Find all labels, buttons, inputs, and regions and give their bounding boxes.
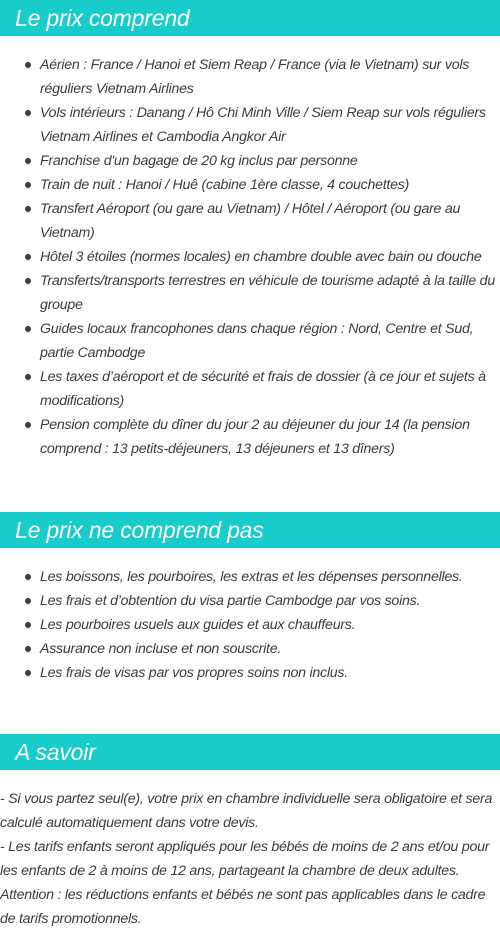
bullet-icon bbox=[25, 326, 31, 332]
bullet-icon bbox=[25, 278, 31, 284]
list-item bbox=[0, 613, 500, 637]
list-item-text: Transfert Aéroport (ou gare au Vietnam) / Hôtel / Aéroport (ou gare au Vietnam) bbox=[40, 201, 461, 241]
bullet-icon bbox=[25, 62, 31, 68]
bullet-icon bbox=[25, 598, 31, 604]
bullet-icon bbox=[25, 110, 31, 116]
list-item bbox=[0, 197, 500, 245]
list-item bbox=[0, 565, 500, 589]
list-item bbox=[0, 245, 500, 269]
list-item-text: Assurance non incluse et non souscrite. bbox=[40, 641, 282, 657]
list-item bbox=[0, 173, 500, 197]
list-item bbox=[0, 101, 500, 149]
list-item-text: Les frais et d’obtention du visa partie Cambodge par vos soins. bbox=[40, 593, 421, 609]
list-item bbox=[0, 149, 500, 173]
list-item-text: Franchise d'un bagage de 20 kg inclus par personne bbox=[40, 153, 358, 169]
excluded-list bbox=[0, 565, 500, 685]
list-item-text: Les pourboires usuels aux guides et aux chauffeurs. bbox=[40, 617, 356, 633]
list-item-text: Les taxes d’aéroport et de sécurité et frais de dossier (à ce jour et sujets à modifications) bbox=[40, 369, 486, 409]
bullet-icon bbox=[25, 670, 31, 676]
bullet-icon bbox=[25, 422, 31, 428]
list-item bbox=[0, 53, 500, 101]
bullet-icon bbox=[25, 158, 31, 164]
list-item-text: Les frais de visas par vos propres soins non inclus. bbox=[40, 665, 348, 681]
bullet-icon bbox=[25, 622, 31, 628]
list-item bbox=[0, 317, 500, 365]
bullet-icon bbox=[25, 646, 31, 652]
list-item-text: Aérien : France / Hanoi et Siem Reap / France (via le Vietnam) sur vols réguliers Vietnam Airlines bbox=[40, 57, 470, 97]
list-item-text: Vols intérieurs : Danang / Hô Chi Minh Ville / Siem Reap sur vols réguliers Vietnam Airlines et Cambodia Angkor Air bbox=[40, 105, 486, 145]
excluded-section-title: Le prix ne comprend pas bbox=[0, 512, 500, 548]
bullet-icon bbox=[25, 206, 31, 212]
list-item bbox=[0, 269, 500, 317]
info-text-block bbox=[0, 787, 500, 931]
list-item bbox=[0, 637, 500, 661]
info-paragraph: - Si vous partez seul(e), votre prix en chambre individuelle sera obligatoire et sera calculé automatiquement dans votre devis. bbox=[0, 791, 493, 831]
included-list bbox=[0, 53, 500, 461]
bullet-icon bbox=[25, 182, 31, 188]
list-item bbox=[0, 661, 500, 685]
list-item-text: Pension complète du dîner du jour 2 au déjeuner du jour 14 (la pension comprend : 13 petits-déjeuners, 13 déjeuners et 13 dîners) bbox=[40, 417, 470, 457]
list-item-text: Les boissons, les pourboires, les extras et les dépenses personnelles. bbox=[40, 569, 463, 585]
list-item-text: Guides locaux francophones dans chaque région : Nord, Centre et Sud, partie Cambodge bbox=[40, 321, 474, 361]
info-paragraph: Attention : les réductions enfants et bébés ne sont pas applicables dans le cadre de tarifs promotionnels. bbox=[0, 887, 486, 927]
list-item bbox=[0, 413, 500, 461]
list-item-text: Hôtel 3 étoiles (normes locales) en chambre double avec bain ou douche bbox=[40, 249, 482, 265]
info-paragraph: - Les tarifs enfants seront appliqués pour les bébés de moins de 2 ans et/ou pour les enfants de 2 à moins de 12 ans, partageant la chambre de deux adultes. bbox=[0, 839, 490, 879]
info-section-title: A savoir bbox=[0, 734, 500, 770]
list-item-text: Transferts/transports terrestres en véhicule de tourisme adapté à la taille du groupe bbox=[40, 273, 495, 313]
list-item-text: Train de nuit : Hanoi / Huê (cabine 1ère classe, 4 couchettes) bbox=[40, 177, 410, 193]
list-item bbox=[0, 589, 500, 613]
bullet-icon bbox=[25, 574, 31, 580]
bullet-icon bbox=[25, 374, 31, 380]
list-item bbox=[0, 365, 500, 413]
bullet-icon bbox=[25, 254, 31, 260]
included-section-title: Le prix comprend bbox=[0, 0, 500, 36]
